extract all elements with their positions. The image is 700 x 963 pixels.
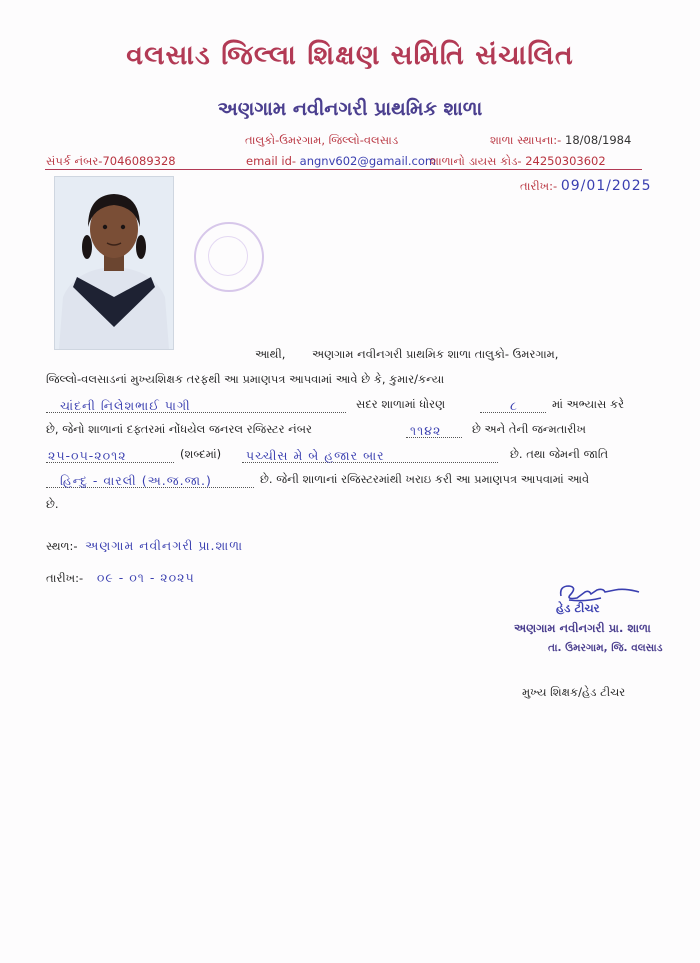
student-name: ચાંદની નિલેશભાઈ પાગી — [60, 398, 191, 413]
school-seal-inner — [208, 236, 248, 276]
email-label: email id- — [246, 154, 297, 168]
body-line-7: છે. — [46, 497, 59, 511]
body-line-5b: છે. તથા જેમની જાતિ — [510, 447, 609, 461]
email-address: angnv602@gamail.com — [299, 154, 437, 168]
body-line-3a: સદર શાળામાં ધોરણ — [356, 397, 446, 411]
committee-title: વલસાડ જિલ્લા શિક્ષણ સમિતિ સંચાલિત — [126, 40, 574, 71]
body-line-4a: છે, જેનો શાળાનાં દફ્તરમાં નોંધયેલ જનરલ રજિસ્ટર નંબર — [46, 422, 312, 436]
email-info — [246, 154, 436, 168]
body-line-3b: માં અભ્યાસ કરે — [552, 397, 625, 411]
student-name-field — [46, 395, 346, 413]
gr-number: ૧૧૪૨ — [410, 423, 442, 438]
place-value: અણગામ નવીનગરી પ્રા.શાળા — [85, 538, 244, 553]
founded-label: શાળા સ્થાપના:- — [490, 133, 562, 147]
contact-label: સંપર્ક નંબર- — [46, 154, 103, 168]
issue-date-label: તારીખ:- — [46, 571, 84, 585]
issue-date-value: ૦૯ - ૦૧ - ૨૦૨૫ — [96, 570, 195, 585]
dise-label: શાળાનો ડાયસ કોડ- — [430, 154, 522, 168]
founded-date: 18/08/1984 — [565, 133, 632, 147]
body-line-4b: છે અને તેની જન્મતારીખ — [472, 422, 586, 436]
dise-info — [430, 154, 606, 169]
body-line-1b: અણગામ નવીનગરી પ્રાથમિક શાળા તાલુકો- ઉમરગામ, — [312, 347, 559, 361]
certificate-date — [520, 178, 652, 194]
stamp-school: અણગામ નવીનગરી પ્રા. શાળા — [514, 621, 651, 635]
contact-info — [46, 154, 176, 169]
header-divider — [45, 169, 642, 170]
student-photo — [54, 176, 174, 350]
student-portrait-icon — [55, 177, 173, 349]
founded-info — [490, 133, 631, 148]
date-of-birth: ૨૫-૦૫-૨૦૧૨ — [48, 448, 127, 463]
dob-words-field — [242, 445, 498, 463]
gr-number-field — [406, 420, 462, 438]
body-line-5a: (શબ્દમાં) — [180, 447, 222, 461]
stamp-role: હેડ ટીચર — [556, 601, 600, 615]
school-address: તાલુકો-ઉમરગામ, જિલ્લો-વલસાડ — [245, 133, 399, 147]
student-standard: ૮ — [510, 398, 518, 413]
school-name: અણગામ નવીનગરી પ્રાથમિક શાળા — [217, 98, 483, 120]
issue-date-row — [46, 570, 195, 586]
dob-field — [46, 445, 174, 463]
standard-field — [480, 395, 546, 413]
body-line-2: જિલ્લો-વલસાડનાં મુખ્યશિક્ષક તરફથી આ પ્રમાણપત્ર આપવામાં આવે છે કે, કુમાર/કન્યા — [46, 372, 445, 386]
place-row — [46, 538, 243, 554]
stamp-address: તા. ઉમરગામ, જિ. વલસાડ — [548, 642, 663, 654]
place-label: સ્થળ:- — [46, 539, 78, 553]
contact-number: 7046089328 — [102, 154, 176, 168]
dob-in-words: પચ્ચીસ મે બે હજાર બાર — [246, 448, 385, 463]
signatory-title: મુખ્ય શિક્ષક/હેડ ટીચર — [522, 685, 626, 699]
body-line-1a: આથી, — [255, 347, 286, 361]
body-line-6b: છે. જેની શાળાનાં રજિસ્ટરમાંથી ખરાઇ કરી આ પ્રમાણપત્ર આપવામાં આવે — [260, 472, 590, 486]
certificate-date-value: 09/01/2025 — [560, 178, 652, 194]
caste-field — [46, 470, 254, 488]
certificate-date-label: તારીખ:- — [520, 179, 558, 193]
dise-code: 24250303602 — [525, 154, 606, 168]
caste: હિન્દુ - વારલી (અ.જ.જા.) — [60, 473, 212, 488]
